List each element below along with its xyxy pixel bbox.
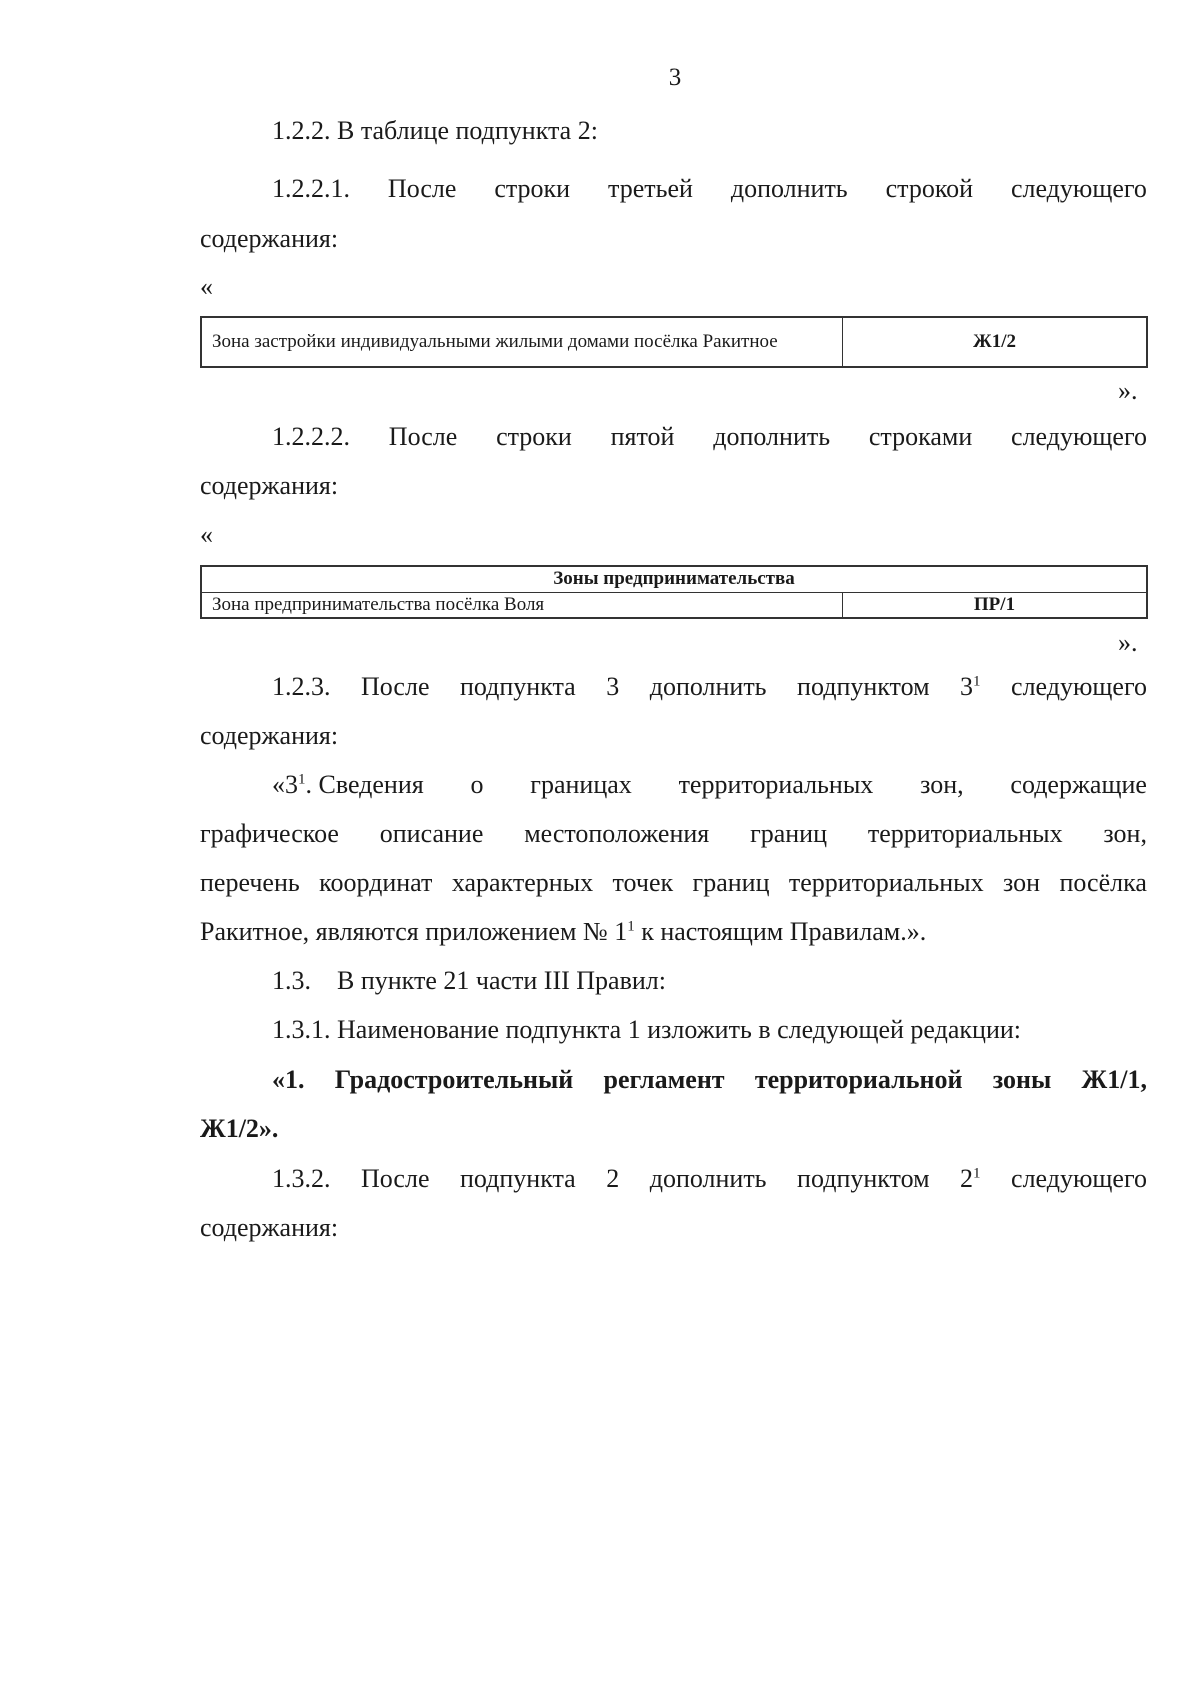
paragraph-3-1-line3	[200, 868, 1147, 898]
close-quote: ».	[1118, 628, 1138, 657]
superscript: 1	[298, 771, 306, 788]
word: подпункта	[459, 1164, 576, 1193]
word: регламент	[603, 1065, 725, 1094]
word: подпунктом	[797, 672, 930, 701]
word: Градостроительный	[334, 1065, 574, 1094]
page-number: 3	[668, 64, 682, 91]
word: 2	[606, 1164, 620, 1193]
quoted-subpoint	[272, 770, 424, 800]
word: зоны	[992, 1065, 1052, 1094]
word: зон	[1003, 868, 1041, 897]
word: посёлка	[1059, 868, 1147, 897]
zone-table-1	[200, 316, 1148, 368]
table-row	[201, 592, 1147, 618]
word: пятой	[610, 422, 675, 451]
word: перечень	[200, 868, 300, 897]
word: территориальных	[867, 819, 1063, 848]
word: После	[387, 174, 457, 203]
paragraph-1-2-2-2-line2: содержания:	[200, 471, 339, 500]
word: дополнить	[649, 1164, 767, 1193]
word: 1.2.2.2.	[272, 422, 350, 451]
subpoint-base: 3	[960, 672, 974, 701]
paragraph-1-2-3-line2: содержания:	[200, 721, 339, 750]
superscript: 1	[973, 673, 981, 690]
table-row	[201, 317, 1147, 367]
word: зон,	[1103, 819, 1147, 848]
word: строки	[496, 422, 572, 451]
superscript: 1	[627, 918, 635, 935]
subpoint-number	[960, 672, 981, 702]
open-quote: «	[200, 272, 213, 301]
word: характерных	[451, 868, 594, 897]
paragraph-1-2-2: 1.2.2. В таблице подпункта 2:	[272, 116, 598, 145]
word: следующего	[1011, 1164, 1147, 1193]
zone-code-cell: Ж1/2	[843, 317, 1148, 367]
paragraph-1-2-2-1-line2: содержания:	[200, 224, 339, 253]
regulation-title-line2: Ж1/2».	[200, 1114, 279, 1143]
word: содержащие	[1010, 770, 1147, 799]
word: 1.2.2.1.	[272, 174, 350, 203]
word: После	[361, 672, 430, 701]
subpoint-number	[960, 1164, 981, 1194]
open-quote: «	[200, 520, 213, 549]
paragraph-3-1-line2	[200, 819, 1147, 849]
word: подпункта	[459, 672, 576, 701]
subpoint-base: 2	[960, 1164, 974, 1193]
paragraph-1-3-2-line2: содержания:	[200, 1213, 339, 1242]
word: графическое	[200, 819, 339, 848]
paragraph-1-3: 1.3. В пункте 21 части III Правил:	[272, 966, 666, 995]
zone-name-cell: Зона застройки индивидуальными жилыми домами посёлка Ракитное	[201, 317, 843, 367]
word: 3	[606, 672, 620, 701]
word: строками	[868, 422, 973, 451]
word: границ	[692, 868, 770, 897]
paragraph-1-2-3-line1	[272, 672, 1147, 702]
word: дополнить	[713, 422, 831, 451]
word: следующего	[1011, 422, 1147, 451]
word: 1.3.2.	[272, 1164, 331, 1193]
paragraph-1-2-2-2-line1	[272, 422, 1147, 452]
text-part: к настоящим Правилам.».	[634, 917, 927, 946]
paragraph-3-1-line4	[200, 917, 926, 947]
word: о	[470, 770, 484, 799]
paragraph-1-3-2-line1	[272, 1164, 1147, 1194]
word: территориальных	[788, 868, 984, 897]
word: «1.	[272, 1065, 305, 1094]
word: После	[361, 1164, 430, 1193]
superscript: 1	[973, 1165, 981, 1182]
word: дополнить	[649, 672, 767, 701]
word: . Сведения	[305, 770, 424, 799]
paragraph-3-1-line1	[272, 770, 1147, 800]
subpoint-lead: «3	[272, 770, 298, 799]
word: территориальной	[754, 1065, 963, 1094]
word: подпунктом	[797, 1164, 930, 1193]
zone-code-cell: ПР/1	[843, 592, 1148, 618]
word: дополнить	[730, 174, 848, 203]
word: 1.2.3.	[272, 672, 331, 701]
word: координат	[319, 868, 433, 897]
word: точек	[612, 868, 674, 897]
word: строки	[494, 174, 571, 203]
word: местоположения	[524, 819, 710, 848]
word: зон,	[920, 770, 964, 799]
close-quote: ».	[1118, 376, 1138, 405]
zone-name-cell: Зона предпринимательства посёлка Воля	[201, 592, 843, 618]
paragraph-1-3-1: 1.3.1. Наименование подпункта 1 изложить в следующей редакции:	[272, 1015, 1021, 1044]
word: описание	[379, 819, 484, 848]
word: границах	[530, 770, 632, 799]
paragraph-1-2-2-1-line1	[272, 174, 1147, 204]
word: следующего	[1011, 672, 1147, 701]
word: территориальных	[678, 770, 874, 799]
word: После	[388, 422, 458, 451]
word: следующего	[1010, 174, 1147, 203]
word: границ	[750, 819, 828, 848]
zone-table-2	[200, 565, 1148, 619]
word: Ж1/1,	[1081, 1065, 1147, 1094]
text-part: Ракитное, являются приложением № 1	[200, 917, 628, 946]
table-header-row	[201, 566, 1147, 592]
zone-group-header: Зоны предпринимательства	[201, 566, 1147, 592]
regulation-title-line1	[272, 1065, 1147, 1095]
word: строкой	[885, 174, 974, 203]
word: третьей	[608, 174, 693, 203]
